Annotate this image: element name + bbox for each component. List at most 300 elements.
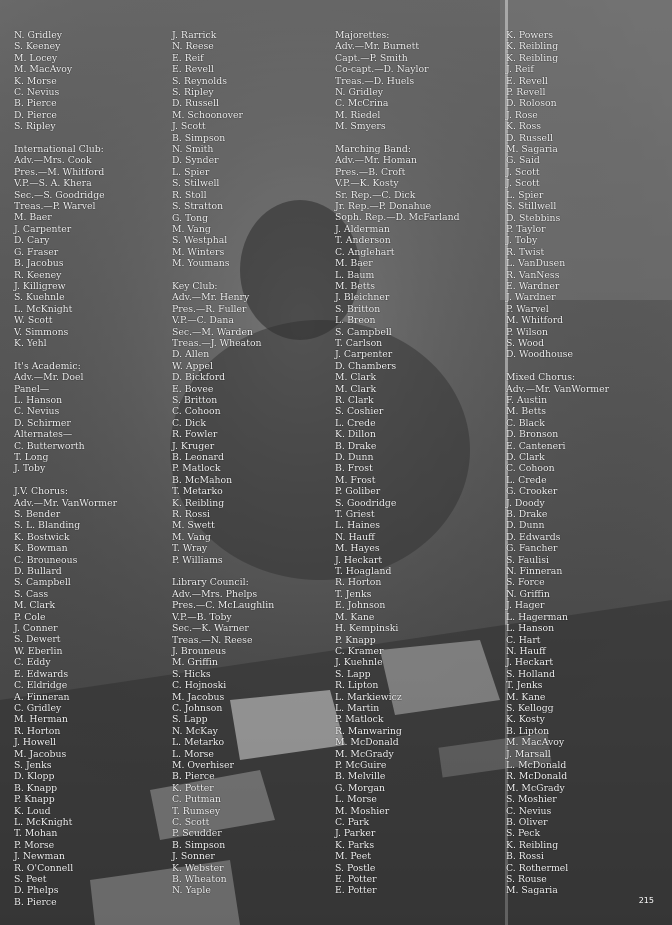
roster-line: J. Killigrew: [14, 280, 66, 292]
roster-line: L. Baum: [335, 269, 375, 281]
roster-line: L. Spier: [172, 166, 210, 178]
roster-line: J. Scott: [172, 121, 206, 133]
roster-line: C. Park: [335, 817, 370, 829]
roster-line: D. Bickford: [172, 372, 226, 384]
roster-line: [14, 349, 117, 360]
roster-line: E. Edwards: [14, 668, 69, 680]
roster-line: D. Chambers: [335, 360, 397, 372]
roster-line: Alternates—: [14, 429, 73, 441]
roster-line: K. Bowman: [14, 543, 68, 555]
roster-line: C. Scott: [172, 817, 210, 828]
roster-line: R. Fowler: [172, 429, 218, 441]
roster-line: P. Cole: [14, 611, 46, 623]
roster-line: C. Nevius: [14, 87, 60, 99]
roster-line: T. Rumsey: [172, 805, 221, 817]
roster-line: M. Vang: [172, 223, 211, 235]
roster-line: D. Bullard: [14, 566, 62, 578]
roster-line: B. Rossi: [506, 851, 544, 863]
roster-line: C. Brouneous: [14, 554, 78, 566]
roster-line: P. Williams: [172, 554, 223, 566]
roster-line: D. Russell: [506, 132, 554, 144]
roster-line: P. Goliber: [335, 486, 381, 498]
roster-line: Sec.—S. Goodridge: [14, 189, 105, 201]
roster-line: J. Heckart: [506, 657, 554, 669]
roster-line: R. Manwaring: [335, 725, 402, 737]
roster-line: D. Russell: [172, 98, 220, 110]
roster-line: L. Hanson: [14, 394, 63, 406]
roster-line: T. Jenks: [506, 680, 543, 692]
roster-line: V. Simmons: [14, 326, 69, 338]
roster-line: J. Toby: [14, 463, 46, 475]
roster-line: P. Wilson: [506, 326, 548, 338]
roster-line: B. Drake: [335, 440, 377, 452]
roster-line: S. Holland: [506, 668, 556, 680]
roster-line: B. Drake: [506, 509, 548, 521]
roster-line: [335, 133, 460, 144]
roster-line: Pres.—M. Whitford: [14, 166, 105, 178]
roster-line: Pres.—B. Croft: [335, 166, 406, 178]
roster-line: T. Jenks: [335, 588, 372, 600]
roster-line: S. Keeney: [14, 41, 61, 53]
roster-line: W. Scott: [14, 315, 53, 327]
roster-line: J.V. Chorus:: [14, 486, 68, 498]
roster-line: P. Warvel: [506, 303, 549, 315]
roster-line: L. VanDusen: [506, 258, 566, 270]
roster-line: [14, 133, 117, 144]
roster-line: V.P.—S. A. Khera: [14, 178, 92, 190]
roster-line: E. Bovee: [172, 383, 214, 395]
roster-line: S. Coshier: [335, 406, 384, 418]
roster-line: S. Hicks: [172, 668, 211, 680]
roster-line: L. Markiewicz: [335, 691, 402, 703]
roster-line: Soph. Rep.—D. McFarland: [335, 212, 460, 224]
roster-line: T. Carlson: [335, 337, 383, 349]
roster-line: G. Fraser: [14, 246, 59, 258]
roster-line: Adv.—Mr. Doel: [14, 372, 84, 384]
roster-line: M. Schoonover: [172, 109, 243, 121]
roster-line: Jr. Rep.—P. Donahue: [335, 201, 432, 213]
roster-line: D. Dunn: [506, 520, 545, 532]
roster-line: S. Ripley: [172, 87, 214, 99]
roster-line: J. Rarrick: [172, 30, 217, 41]
roster-line: Sr. Rep.—C. Dick: [335, 189, 416, 201]
roster-line: E. Potter: [335, 874, 377, 886]
roster-line: J. Sonner: [172, 851, 215, 863]
roster-line: R. Stoll: [172, 189, 207, 201]
roster-line: A. Finneran: [14, 691, 70, 703]
page-number: 215: [638, 896, 654, 905]
roster-line: P. McGuire: [335, 759, 387, 771]
roster-line: S. Ripley: [14, 121, 56, 133]
roster-line: E. Canteneri: [506, 440, 566, 452]
roster-line: S. Stillwell: [506, 201, 557, 213]
roster-line: J. Carpenter: [335, 349, 393, 361]
roster-line: J. Heckart: [335, 554, 383, 566]
roster-line: S. Reynolds: [172, 75, 227, 87]
roster-line: Marching Band:: [335, 144, 412, 156]
roster-line: D. Bronson: [506, 429, 559, 441]
roster-line: B. Lipton: [506, 725, 550, 737]
roster-line: Co-capt.—D. Naylor: [335, 64, 429, 76]
roster-line: M. Clark: [14, 600, 56, 612]
roster-line: Mixed Chorus:: [506, 372, 576, 384]
name-column-3: [335, 30, 460, 897]
roster-line: B. Frost: [335, 463, 373, 475]
roster-line: S. Rouse: [506, 874, 547, 886]
roster-line: M. Clark: [335, 383, 377, 395]
roster-line: D. Schirmer: [14, 417, 71, 429]
roster-line: M. Clark: [335, 372, 377, 384]
roster-line: R. VanNess: [506, 269, 560, 281]
roster-line: B. Pierce: [14, 896, 57, 908]
roster-line: B. Jacobus: [14, 258, 64, 270]
roster-line: J. Marsall: [506, 748, 551, 760]
roster-line: N. Gridley: [14, 30, 62, 41]
roster-line: Pres.—C. McLaughlin: [172, 600, 275, 612]
roster-line: S. Stilwell: [172, 178, 220, 190]
roster-line: P. Taylor: [506, 223, 546, 235]
name-column-4: [506, 30, 609, 897]
roster-line: S. Dewert: [14, 634, 61, 646]
roster-line: W. Eberlin: [14, 645, 63, 657]
roster-line: B. McMahon: [172, 474, 233, 486]
roster-line: J. Wardner: [506, 292, 556, 304]
roster-line: C. Nevius: [14, 406, 60, 418]
roster-line: D. Stebbins: [506, 212, 561, 224]
roster-line: [14, 475, 117, 486]
roster-line: S. Cass: [14, 588, 49, 600]
roster-line: G. Crooker: [506, 486, 558, 498]
roster-line: V.P.—C. Dana: [172, 315, 234, 327]
roster-line: R. Lipton: [335, 680, 379, 692]
roster-line: C. Cohoon: [172, 406, 221, 418]
roster-line: M. McDonald: [335, 737, 399, 749]
roster-line: Library Council:: [172, 577, 249, 589]
roster-line: T. Metarko: [172, 486, 223, 498]
roster-line: D. Pierce: [14, 109, 57, 121]
roster-line: L. Hagerman: [506, 611, 568, 623]
roster-line: K. Reibling: [506, 52, 559, 64]
roster-line: G. Tong: [172, 212, 209, 224]
roster-line: M. McGrady: [335, 748, 394, 760]
roster-line: N. Yaple: [172, 885, 211, 897]
roster-line: S. Bender: [14, 509, 61, 521]
roster-line: D. Synder: [172, 155, 219, 167]
roster-line: M. Hayes: [335, 543, 380, 555]
roster-line: J. Alderman: [335, 223, 390, 235]
roster-line: M. Overhiser: [172, 759, 234, 771]
roster-line: L. McKnight: [14, 816, 73, 828]
roster-line: S. Jenks: [14, 759, 52, 771]
roster-line: J. Howell: [14, 737, 57, 749]
roster-line: Adv.—Mr. Henry: [172, 292, 250, 304]
roster-line: K. Webster: [172, 862, 224, 874]
roster-line: C. Hojnoski: [172, 680, 227, 692]
roster-line: P. Scudder: [172, 828, 222, 840]
roster-line: N. Finneran: [506, 566, 563, 578]
roster-line: B. Simpson: [172, 839, 226, 851]
roster-line: C. Kramer: [335, 645, 384, 657]
roster-line: Treas.—D. Huels: [335, 75, 415, 87]
roster-line: S. Westphal: [172, 235, 228, 247]
roster-line: P. Matlock: [335, 714, 384, 726]
roster-line: S. Britton: [172, 394, 218, 406]
roster-line: D. Clark: [506, 452, 545, 464]
roster-line: S. Peet: [14, 874, 47, 886]
roster-line: G. Morgan: [335, 782, 386, 794]
roster-line: M. Swett: [172, 520, 215, 532]
roster-line: N. Smith: [172, 144, 214, 156]
roster-line: C. Eddy: [14, 657, 51, 669]
roster-line: K. Morse: [14, 75, 57, 87]
roster-line: M. Winters: [172, 246, 225, 258]
roster-line: V.P.—B. Toby: [172, 611, 232, 623]
roster-line: M. Betts: [506, 406, 547, 418]
roster-line: K. Reibling: [506, 41, 559, 53]
roster-line: M. Jacobus: [172, 691, 225, 703]
roster-line: N. McKay: [172, 725, 218, 737]
roster-line: S. Lapp: [335, 668, 371, 680]
roster-line: J. Newman: [14, 851, 65, 863]
roster-line: N. Reese: [172, 41, 214, 53]
roster-line: M. Peet: [335, 851, 372, 863]
roster-line: S. Lapp: [172, 714, 208, 726]
roster-line: J. Parker: [335, 828, 376, 840]
roster-line: E. Johnson: [335, 600, 386, 612]
roster-line: C. Eldridge: [14, 680, 68, 692]
roster-line: H. Kempinski: [335, 623, 399, 635]
roster-line: V.P.—K. Kosty: [335, 178, 399, 190]
roster-line: M. MacAvoy: [506, 737, 565, 749]
roster-line: P. Knapp: [335, 634, 376, 646]
roster-line: M. Griffin: [172, 657, 218, 669]
roster-line: M. Moshier: [335, 805, 390, 817]
roster-line: C. Nevius: [506, 805, 552, 817]
roster-line: Adv.—Mr. Homan: [335, 155, 417, 167]
roster-line: M. Locey: [14, 52, 58, 64]
roster-line: D. Phelps: [14, 885, 59, 897]
roster-line: L. Breon: [335, 315, 376, 327]
roster-line: L. Spier: [506, 189, 544, 201]
roster-line: Sec.—K. Warner: [172, 623, 249, 635]
roster-line: K. Powers: [506, 30, 554, 41]
roster-line: N. Griffin: [506, 588, 550, 600]
roster-line: M. Jacobus: [14, 748, 67, 760]
roster-line: S. Wood: [506, 337, 545, 349]
roster-line: C. Anglehart: [335, 246, 395, 258]
roster-line: C. Butterworth: [14, 440, 85, 452]
roster-line: J. Kuehnle: [335, 657, 383, 669]
roster-line: M. Kane: [335, 611, 375, 623]
roster-line: Pres.—R. Fuller: [172, 303, 247, 315]
roster-line: G. Fancher: [506, 543, 558, 555]
roster-line: T. Mohan: [14, 828, 58, 840]
roster-line: Adv.—Mrs. Phelps: [172, 588, 258, 600]
roster-line: N. Hauff: [506, 645, 546, 657]
roster-line: Adv.—Mr. VanWormer: [14, 497, 118, 509]
roster-line: Treas.—P. Warvel: [14, 201, 96, 213]
roster-line: L. Martin: [335, 702, 380, 714]
roster-line: B. Oliver: [506, 817, 548, 829]
roster-line: M. Frost: [335, 474, 376, 486]
roster-line: K. Yehl: [14, 337, 47, 349]
roster-line: E. Wardner: [506, 280, 560, 292]
roster-line: S. Moshier: [506, 794, 557, 806]
roster-line: Capt.—P. Smith: [335, 52, 408, 64]
roster-line: R. McDonald: [506, 771, 568, 783]
roster-line: T. Griest: [335, 509, 375, 521]
roster-line: R. Keeney: [14, 269, 62, 281]
roster-line: Adv.—Mrs. Cook: [14, 155, 92, 167]
roster-line: D. Roloson: [506, 98, 557, 110]
roster-line: M. Smyers: [335, 121, 386, 133]
roster-line: Sec.—M. Warden: [172, 326, 253, 338]
roster-line: C. Rothermel: [506, 862, 569, 874]
roster-line: M. Baer: [14, 212, 52, 224]
roster-line: R. Twist: [506, 246, 545, 258]
roster-line: J. Scott: [506, 166, 540, 178]
roster-line: R. O'Connell: [14, 862, 74, 874]
roster-line: J. Reif: [506, 64, 534, 76]
roster-line: B. Simpson: [172, 132, 226, 144]
roster-line: [506, 361, 609, 372]
roster-line: T. Long: [14, 452, 49, 463]
roster-line: C. Johnson: [172, 702, 223, 714]
roster-line: K. Bostwick: [14, 531, 70, 543]
roster-line: M. Whitford: [506, 315, 564, 327]
roster-line: L. Morse: [172, 748, 214, 760]
roster-line: J. Conner: [14, 623, 58, 635]
roster-line: S. Postle: [335, 862, 376, 874]
roster-line: D. Allen: [172, 349, 210, 361]
roster-line: K. Loud: [14, 805, 51, 817]
roster-line: C. Hart: [506, 634, 541, 646]
roster-line: C. Dick: [172, 417, 206, 429]
roster-line: P. Morse: [14, 839, 55, 851]
roster-line: M. Sagaria: [506, 885, 558, 897]
roster-line: J. Rose: [506, 109, 538, 121]
roster-line: E. Potter: [335, 885, 377, 897]
roster-line: D. Woodhouse: [506, 349, 573, 361]
roster-line: L. Hanson: [506, 623, 555, 635]
roster-line: M. Betts: [335, 280, 376, 292]
roster-line: B. Pierce: [14, 98, 57, 110]
roster-line: [172, 566, 274, 577]
roster-line: Majorettes:: [335, 30, 390, 41]
roster-line: International Club:: [14, 144, 104, 156]
roster-line: P. Knapp: [14, 794, 55, 806]
roster-line: K. Dillon: [335, 429, 376, 441]
roster-line: Treas.—J. Wheaton: [172, 337, 262, 349]
roster-line: J. Hager: [506, 600, 545, 612]
roster-line: M. Youmans: [172, 258, 230, 270]
roster-line: L. Crede: [335, 417, 376, 429]
roster-line: P. Matlock: [172, 463, 221, 475]
roster-line: Adv.—Mr. VanWormer: [506, 383, 610, 395]
roster-line: It's Academic:: [14, 360, 81, 372]
roster-line: Key Club:: [172, 280, 218, 292]
roster-line: R. Clark: [335, 394, 374, 406]
roster-line: K. Kosty: [506, 714, 545, 726]
roster-line: M. Riedel: [335, 109, 381, 121]
roster-line: K. Reibling: [172, 497, 225, 509]
roster-line: T. Wray: [172, 543, 208, 555]
roster-line: L. Metarko: [172, 737, 225, 749]
roster-line: B. Melville: [335, 771, 386, 783]
roster-line: J. Brouneus: [172, 645, 227, 657]
roster-line: B. Knapp: [14, 782, 58, 794]
roster-line: M. Baer: [335, 258, 373, 270]
roster-line: M. Kane: [506, 691, 546, 703]
roster-line: E. Revell: [172, 64, 214, 76]
roster-line: T. Anderson: [335, 235, 391, 247]
roster-line: B. Leonard: [172, 452, 224, 464]
roster-line: L. Morse: [335, 794, 377, 806]
roster-line: S. L. Blanding: [14, 520, 81, 532]
roster-line: M. Herman: [14, 714, 68, 726]
roster-line: [172, 270, 274, 281]
roster-line: J. Kruger: [172, 440, 215, 452]
roster-line: B. Pierce: [172, 771, 215, 783]
roster-line: C. McCrina: [335, 98, 389, 110]
roster-line: S. Force: [506, 577, 545, 589]
roster-line: G. Said: [506, 155, 540, 167]
roster-line: R. Horton: [335, 577, 382, 589]
roster-line: R. Horton: [14, 725, 61, 737]
roster-line: Panel—: [14, 383, 50, 395]
roster-line: Treas.—N. Reese: [172, 634, 253, 646]
roster-line: D. Dunn: [335, 452, 374, 464]
roster-line: Adv.—Mr. Burnett: [335, 41, 420, 53]
roster-line: L. McKnight: [14, 303, 73, 315]
roster-line: D. Edwards: [506, 531, 561, 543]
roster-line: E. Reif: [172, 52, 204, 64]
name-column-1: [14, 30, 117, 908]
roster-line: K. Ross: [506, 121, 541, 133]
roster-line: B. Wheaton: [172, 874, 227, 886]
roster-line: M. McGrady: [506, 782, 565, 794]
roster-line: S. Stratton: [172, 201, 224, 213]
roster-line: C. Gridley: [14, 702, 62, 714]
roster-line: J. Doody: [506, 497, 545, 509]
roster-line: P. Revell: [506, 87, 546, 99]
roster-line: K. Parks: [335, 839, 375, 851]
roster-line: M. MacAvoy: [14, 64, 73, 76]
roster-line: W. Appel: [172, 360, 213, 372]
roster-line: S. Goodridge: [335, 497, 397, 509]
roster-line: K. Potter: [172, 782, 214, 794]
name-column-2: [172, 30, 274, 897]
roster-line: D. Cary: [14, 235, 50, 247]
roster-line: S. Kuehnle: [14, 292, 65, 304]
roster-line: L. McDonald: [506, 759, 567, 771]
roster-line: S. Britton: [335, 303, 381, 315]
roster-line: M. Vang: [172, 531, 211, 543]
roster-line: D. Klopp: [14, 771, 55, 783]
roster-line: F. Austin: [506, 394, 548, 406]
roster-line: J. Scott: [506, 178, 540, 190]
roster-line: T. Hoagland: [335, 566, 392, 578]
roster-line: L. Haines: [335, 520, 380, 532]
roster-line: S. Campbell: [14, 577, 71, 589]
roster-line: C. Cohoon: [506, 463, 555, 475]
roster-line: J. Bleichner: [335, 292, 390, 304]
roster-line: N. Hauff: [335, 531, 375, 543]
roster-line: S. Peck: [506, 828, 541, 840]
roster-line: S. Faulisi: [506, 554, 549, 566]
roster-line: R. Rossi: [172, 509, 211, 521]
roster-line: J. Carpenter: [14, 223, 72, 235]
